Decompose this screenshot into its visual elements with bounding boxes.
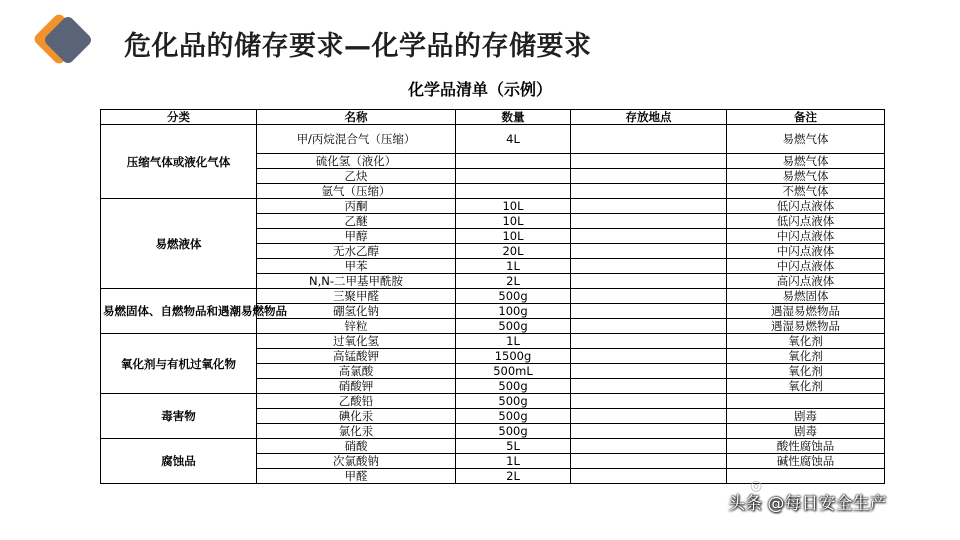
- quantity-cell: 1L: [456, 334, 571, 349]
- location-cell: [571, 259, 727, 274]
- name-cell: 硼氢化钠: [257, 304, 456, 319]
- table-header-row: [101, 110, 885, 125]
- watermark: 头条 @每日安全生产: [728, 494, 887, 514]
- name-cell: 甲醛: [257, 469, 456, 484]
- quantity-cell: 4L: [456, 125, 571, 154]
- location-cell: [571, 424, 727, 439]
- remarks-cell: 中闪点液体: [727, 259, 885, 274]
- table-row: [101, 199, 885, 214]
- remarks-cell: 遇湿易燃物品: [727, 304, 885, 319]
- table-row: [101, 289, 885, 304]
- remarks-cell: 氧化剂: [727, 334, 885, 349]
- remarks-cell: 中闪点液体: [727, 229, 885, 244]
- table-row: [101, 394, 885, 409]
- quantity-cell: 10L: [456, 214, 571, 229]
- remarks-cell: 高闪点液体: [727, 274, 885, 289]
- header-quantity: 数量: [456, 110, 571, 125]
- location-cell: [571, 304, 727, 319]
- remarks-cell: 易燃气体: [727, 154, 885, 169]
- location-cell: [571, 229, 727, 244]
- name-cell: 碘化汞: [257, 409, 456, 424]
- location-cell: [571, 469, 727, 484]
- category-cell: 易燃液体: [101, 199, 257, 289]
- header-remarks: 备注: [727, 110, 885, 125]
- location-cell: [571, 454, 727, 469]
- remarks-cell: 易燃气体: [727, 169, 885, 184]
- name-cell: 高锰酸钾: [257, 349, 456, 364]
- quantity-cell: 500g: [456, 289, 571, 304]
- remarks-cell: 碱性腐蚀品: [727, 454, 885, 469]
- header-category: 分类: [101, 110, 257, 125]
- category-cell: 氧化剂与有机过氧化物: [101, 334, 257, 394]
- category-cell: 易燃固体、自燃物品和遇潮易燃物品: [101, 289, 257, 334]
- quantity-cell: 1500g: [456, 349, 571, 364]
- location-cell: [571, 334, 727, 349]
- location-cell: [571, 244, 727, 259]
- quantity-cell: [456, 154, 571, 169]
- quantity-cell: 500g: [456, 409, 571, 424]
- location-cell: [571, 289, 727, 304]
- table-caption: 化学品清单（示例）: [407, 80, 552, 99]
- name-cell: 甲/丙烷混合气（压缩）: [257, 125, 456, 154]
- category-cell: 毒害物: [101, 394, 257, 439]
- location-cell: [571, 409, 727, 424]
- remarks-cell: 氧化剂: [727, 349, 885, 364]
- name-cell: 氯化汞: [257, 424, 456, 439]
- remarks-cell: 酸性腐蚀品: [727, 439, 885, 454]
- location-cell: [571, 154, 727, 169]
- quantity-cell: 500g: [456, 379, 571, 394]
- name-cell: 锌粒: [257, 319, 456, 334]
- quantity-cell: 500g: [456, 394, 571, 409]
- location-cell: [571, 394, 727, 409]
- name-cell: 次氯酸钠: [257, 454, 456, 469]
- remarks-cell: 易燃固体: [727, 289, 885, 304]
- remarks-cell: 易燃气体: [727, 125, 885, 154]
- name-cell: 高氯酸: [257, 364, 456, 379]
- name-cell: 氩气（压缩）: [257, 184, 456, 199]
- location-cell: [571, 379, 727, 394]
- page-title: 危化品的储存要求—化学品的存储要求: [124, 31, 592, 62]
- location-cell: [571, 214, 727, 229]
- category-cell: 腐蚀品: [101, 439, 257, 484]
- category-cell: 压缩气体或液化气体: [101, 125, 257, 199]
- location-cell: [571, 349, 727, 364]
- remarks-cell: 剧毒: [727, 424, 885, 439]
- remarks-cell: 氧化剂: [727, 364, 885, 379]
- remarks-cell: 剧毒: [727, 409, 885, 424]
- location-cell: [571, 184, 727, 199]
- quantity-cell: 1L: [456, 454, 571, 469]
- name-cell: 甲苯: [257, 259, 456, 274]
- name-cell: 乙炔: [257, 169, 456, 184]
- header-name: 名称: [257, 110, 456, 125]
- name-cell: 硝酸钾: [257, 379, 456, 394]
- quantity-cell: 5L: [456, 439, 571, 454]
- quantity-cell: 2L: [456, 469, 571, 484]
- name-cell: 无水乙醇: [257, 244, 456, 259]
- remarks-cell: [727, 394, 885, 409]
- wechat-icon: ◎: [750, 478, 763, 494]
- quantity-cell: 500g: [456, 424, 571, 439]
- remarks-cell: 氧化剂: [727, 379, 885, 394]
- name-cell: 丙酮: [257, 199, 456, 214]
- logo-icon: [26, 14, 102, 70]
- quantity-cell: [456, 184, 571, 199]
- table-body: [101, 125, 885, 484]
- location-cell: [571, 274, 727, 289]
- name-cell: 过氧化氢: [257, 334, 456, 349]
- remarks-cell: 中闪点液体: [727, 244, 885, 259]
- name-cell: 硫化氢（液化）: [257, 154, 456, 169]
- name-cell: 硝酸: [257, 439, 456, 454]
- quantity-cell: 500g: [456, 319, 571, 334]
- quantity-cell: 10L: [456, 229, 571, 244]
- chemical-list-table: [100, 109, 885, 484]
- name-cell: 三聚甲醛: [257, 289, 456, 304]
- location-cell: [571, 319, 727, 334]
- quantity-cell: 2L: [456, 274, 571, 289]
- table-row: [101, 125, 885, 154]
- location-cell: [571, 199, 727, 214]
- table-row: [101, 334, 885, 349]
- header-location: 存放地点: [571, 110, 727, 125]
- quantity-cell: [456, 169, 571, 184]
- quantity-cell: 500mL: [456, 364, 571, 379]
- name-cell: N,N-二甲基甲酰胺: [257, 274, 456, 289]
- table-row: [101, 439, 885, 454]
- location-cell: [571, 169, 727, 184]
- location-cell: [571, 364, 727, 379]
- name-cell: 乙酸铅: [257, 394, 456, 409]
- remarks-cell: 不燃气体: [727, 184, 885, 199]
- quantity-cell: 20L: [456, 244, 571, 259]
- remarks-cell: 遇湿易燃物品: [727, 319, 885, 334]
- location-cell: [571, 439, 727, 454]
- quantity-cell: 100g: [456, 304, 571, 319]
- location-cell: [571, 125, 727, 154]
- remarks-cell: 低闪点液体: [727, 199, 885, 214]
- quantity-cell: 10L: [456, 199, 571, 214]
- name-cell: 甲醇: [257, 229, 456, 244]
- name-cell: 乙醚: [257, 214, 456, 229]
- remarks-cell: 低闪点液体: [727, 214, 885, 229]
- quantity-cell: 1L: [456, 259, 571, 274]
